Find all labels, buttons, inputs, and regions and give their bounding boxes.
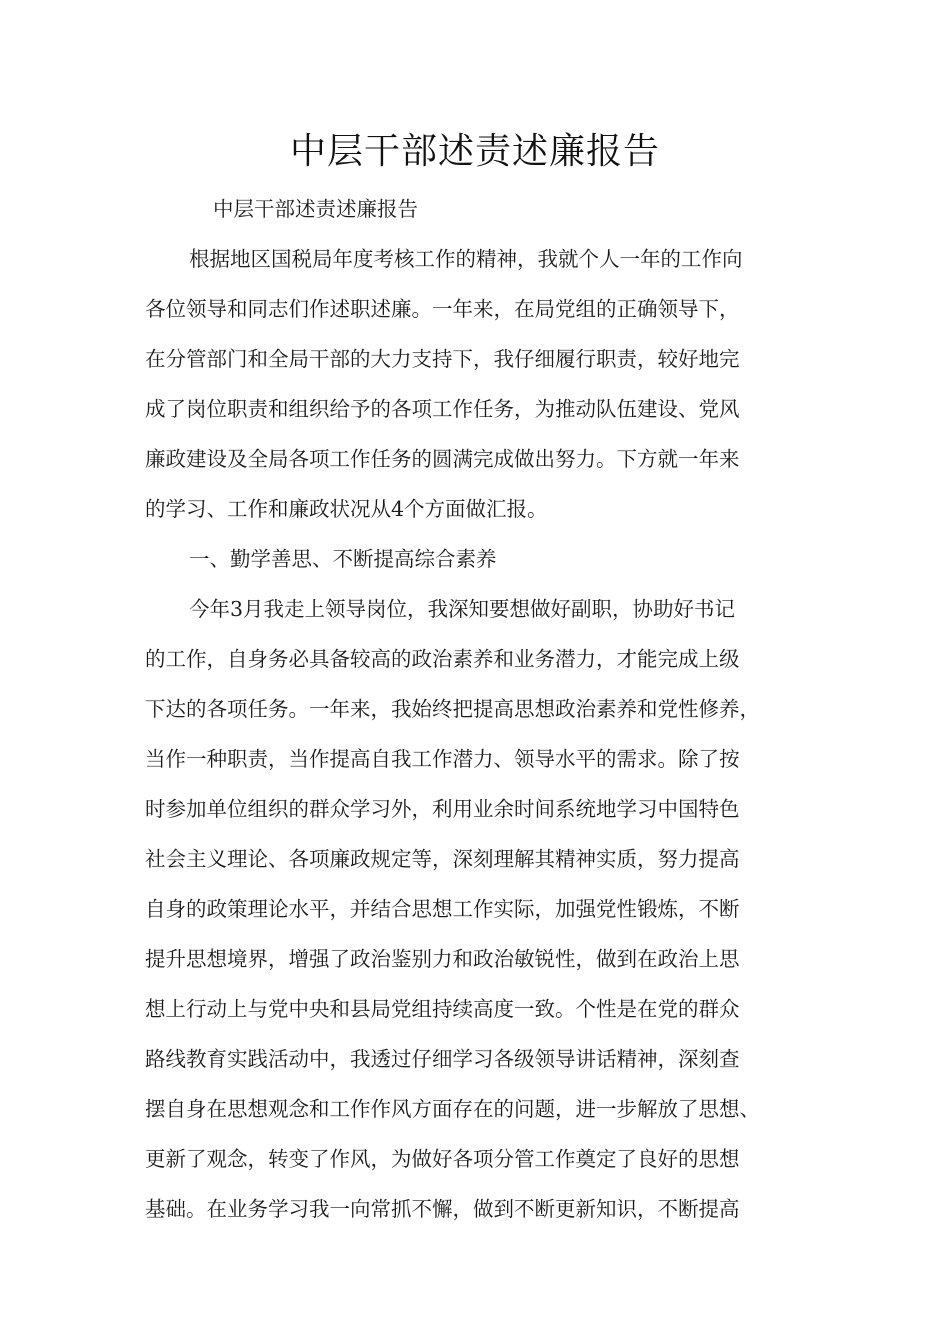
paragraph-line: 在分管部门和全局干部的大力支持下，我仔细履行职责，较好地完 — [145, 347, 740, 371]
paragraph-line: 想上行动上与党中央和县局党组持续高度一致。个性是在党的群众 — [145, 997, 740, 1021]
paragraph-line: 时参加单位组织的群众学习外，利用业余时间系统地学习中国特色 — [145, 797, 740, 821]
paragraph-line: 提升思想境界，增强了政治鉴别力和政治敏锐性，做到在政治上思 — [145, 947, 740, 971]
paragraph-line: 的学习、工作和廉政状况从4个方面做汇报。 — [145, 497, 548, 521]
document-title: 中层干部述责述廉报告 — [289, 131, 660, 172]
section-heading: 一、勤学善思、不断提高综合素养 — [189, 547, 497, 571]
paragraph-line: 社会主义理论、各项廉政规定等，深刻理解其精神实质，努力提高 — [145, 847, 740, 871]
paragraph-line: 路线教育实践活动中，我透过仔细学习各级领导讲话精神，深刻查 — [145, 1047, 740, 1071]
paragraph-line: 各位领导和同志们作述职述廉。一年来，在局党组的正确领导下， — [145, 297, 740, 321]
paragraph-line: 更新了观念，转变了作风，为做好各项分管工作奠定了良好的思想 — [145, 1147, 740, 1171]
paragraph-line: 当作一种职责，当作提高自我工作潜力、领导水平的需求。除了按 — [145, 747, 740, 771]
paragraph-line: 成了岗位职责和组织给予的各项工作任务，为推动队伍建设、党风 — [145, 397, 740, 421]
document-body — [145, 184, 817, 1234]
paragraph-line: 根据地区国税局年度考核工作的精神，我就个人一年的工作向 — [189, 247, 743, 271]
paragraph-line: 的工作，自身务必具备较高的政治素养和业务潜力，才能完成上级 — [145, 647, 740, 671]
paragraph-line: 下达的各项任务。一年来，我始终把提高思想政治素养和党性修养， — [145, 697, 760, 721]
paragraph-line: 基础。在业务学习我一向常抓不懈，做到不断更新知识，不断提高 — [145, 1197, 740, 1221]
subtitle-line: 中层干部述责述廉报告 — [213, 197, 418, 221]
paragraph-line: 廉政建设及全局各项工作任务的圆满完成做出努力。下方就一年来 — [145, 447, 740, 471]
paragraph-line: 今年3月我走上领导岗位，我深知要想做好副职，协助好书记 — [189, 597, 736, 621]
paragraph-line: 摆自身在思想观念和工作作风方面存在的问题，进一步解放了思想、 — [145, 1097, 760, 1121]
paragraph-line: 自身的政策理论水平，并结合思想工作实际，加强党性锻炼，不断 — [145, 897, 740, 921]
